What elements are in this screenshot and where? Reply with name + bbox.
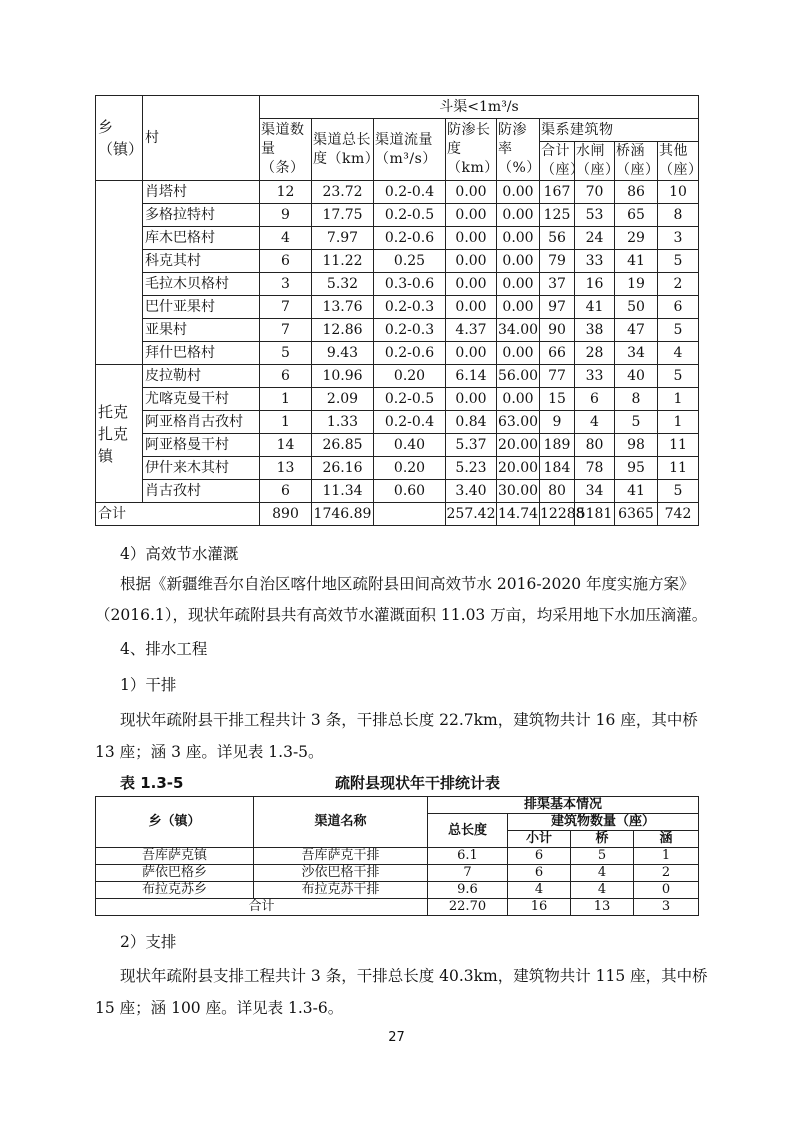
table-cell: 0.00 <box>497 227 540 250</box>
table-row <box>96 296 699 319</box>
total-cell: 742 <box>658 503 699 526</box>
table-row <box>96 434 699 457</box>
table-cell: 4 <box>571 882 634 899</box>
table-cell: 5 <box>260 342 312 365</box>
table-cell: 5.32 <box>312 273 374 296</box>
table-cell: 189 <box>540 434 575 457</box>
table-cell: 0.2-0.6 <box>374 227 446 250</box>
table-cell: 2 <box>634 865 699 882</box>
table-cell: 6.1 <box>428 848 508 865</box>
table-cell: 11.34 <box>312 480 374 503</box>
table-cell: 11.22 <box>312 250 374 273</box>
table-row <box>96 273 699 296</box>
table-row <box>96 480 699 503</box>
table-cell: 8 <box>658 204 699 227</box>
table-cell: 24 <box>575 227 615 250</box>
table-cell: 0.20 <box>374 365 446 388</box>
table-cell: 34 <box>575 480 615 503</box>
table-cell: 10.96 <box>312 365 374 388</box>
town-cell-blank <box>96 181 143 365</box>
village-name-cell: 多格拉特村 <box>143 204 260 227</box>
header-other: 其他（座） <box>658 142 699 181</box>
table-cell: 5.37 <box>446 434 497 457</box>
table-cell: 7 <box>260 296 312 319</box>
table-cell: 10 <box>658 181 699 204</box>
table-cell: 0.00 <box>497 250 540 273</box>
table-cell: 0.84 <box>446 411 497 434</box>
village-name-cell: 阿亚格肖古孜村 <box>143 411 260 434</box>
total-cell: 13 <box>571 899 634 916</box>
table-cell: 5 <box>615 411 658 434</box>
total-cell: 12288 <box>540 503 575 526</box>
table-cell: 38 <box>575 319 615 342</box>
total-cell: 6365 <box>615 503 658 526</box>
heading-efficient-irrigation: 4）高效节水灌溉 <box>120 545 239 563</box>
table-cell: 0.2-0.5 <box>374 204 446 227</box>
t2-header-basic: 排渠基本情况 <box>428 797 699 814</box>
table-cell: 吾库萨克镇 <box>96 848 254 865</box>
table-cell: 33 <box>575 250 615 273</box>
table-cell: 13 <box>260 457 312 480</box>
table-cell: 0.00 <box>446 204 497 227</box>
table-cell: 9.43 <box>312 342 374 365</box>
table-cell: 0.00 <box>446 181 497 204</box>
table-cell: 0.2-0.3 <box>374 319 446 342</box>
table-cell: 4 <box>260 227 312 250</box>
table-cell: 5 <box>658 250 699 273</box>
table-cell: 0.2-0.3 <box>374 296 446 319</box>
paragraph-main-drain-line2: 13 座；涵 3 座。详见表 1.3-5。 <box>95 743 324 761</box>
heading-branch-drain: 2）支排 <box>120 933 177 951</box>
total-cell: 22.70 <box>428 899 508 916</box>
table-cell: 0.2-0.6 <box>374 342 446 365</box>
table-cell: 19 <box>615 273 658 296</box>
total-row <box>96 899 699 916</box>
table-cell: 90 <box>540 319 575 342</box>
table-cell: 0.2-0.5 <box>374 388 446 411</box>
header-buildings: 渠系建筑物 <box>540 119 699 142</box>
header-flow: 渠道流量（m³/s） <box>374 119 446 181</box>
table-cell: 4 <box>575 411 615 434</box>
header-length: 渠道总长度（km） <box>312 119 374 181</box>
table-cell: 1 <box>658 388 699 411</box>
table-cell: 47 <box>615 319 658 342</box>
table-cell: 50 <box>615 296 658 319</box>
village-name-cell: 科克其村 <box>143 250 260 273</box>
total-cell: 1746.89 <box>312 503 374 526</box>
table-cell: 167 <box>540 181 575 204</box>
table-cell: 20.00 <box>497 457 540 480</box>
table-cell: 0 <box>634 882 699 899</box>
paragraph-branch-drain-line1: 现状年疏附县支排工程共计 3 条，干排总长度 40.3km，建筑物共计 115 座，其中桥 <box>120 967 708 985</box>
paragraph-irrigation-line1: 根据《新疆维吾尔自治区喀什地区疏附县田间高效节水 2016-2020 年度实施方案》 <box>120 575 695 593</box>
total-label: 合计 <box>96 899 428 916</box>
table-cell: 16 <box>575 273 615 296</box>
table-cell: 33 <box>575 365 615 388</box>
table-row <box>96 882 699 899</box>
table-row <box>96 181 699 204</box>
table-cell: 7.97 <box>312 227 374 250</box>
table-cell: 77 <box>540 365 575 388</box>
village-name-cell: 阿亚格曼干村 <box>143 434 260 457</box>
table-cell: 34 <box>615 342 658 365</box>
table-cell: 40 <box>615 365 658 388</box>
table-cell: 97 <box>540 296 575 319</box>
table-cell: 6.14 <box>446 365 497 388</box>
table-cell: 0.00 <box>446 250 497 273</box>
table-cell: 1 <box>658 411 699 434</box>
table-cell: 28 <box>575 342 615 365</box>
table-row <box>96 250 699 273</box>
table-cell: 0.00 <box>497 181 540 204</box>
t2-header-town: 乡（镇） <box>96 797 254 848</box>
table-cell: 0.40 <box>374 434 446 457</box>
t2-header-buildings: 建筑物数量（座） <box>508 814 699 831</box>
table-cell: 56.00 <box>497 365 540 388</box>
table-cell: 86 <box>615 181 658 204</box>
table-row <box>96 342 699 365</box>
table-cell: 0.3-0.6 <box>374 273 446 296</box>
canal-statistics-table <box>95 95 703 526</box>
table-row <box>96 227 699 250</box>
table-cell: 0.2-0.4 <box>374 181 446 204</box>
total-cell <box>374 503 446 526</box>
table-cell: 29 <box>615 227 658 250</box>
table-cell: 41 <box>615 480 658 503</box>
table-cell: 26.16 <box>312 457 374 480</box>
table-cell: 26.85 <box>312 434 374 457</box>
header-seepage-rate: 防渗率（%） <box>497 119 540 181</box>
total-cell: 16 <box>508 899 571 916</box>
t2-header-subtotal: 小计 <box>508 831 571 848</box>
table-cell: 6 <box>260 480 312 503</box>
table-cell: 65 <box>615 204 658 227</box>
paragraph-branch-drain-line2: 15 座；涵 100 座。详见表 1.3-6。 <box>95 999 344 1017</box>
table-cell: 11 <box>658 434 699 457</box>
table-cell: 41 <box>615 250 658 273</box>
table-cell: 20.00 <box>497 434 540 457</box>
table-cell: 4 <box>658 342 699 365</box>
table-row <box>96 848 699 865</box>
table-cell: 7 <box>428 865 508 882</box>
table-cell: 6 <box>260 365 312 388</box>
table-cell: 7 <box>260 319 312 342</box>
table-cell: 125 <box>540 204 575 227</box>
total-cell: 3 <box>634 899 699 916</box>
table-cell: 0.00 <box>497 273 540 296</box>
header-group: 斗渠<1m³/s <box>260 96 699 119</box>
table-cell: 30.00 <box>497 480 540 503</box>
table-cell: 0.00 <box>446 342 497 365</box>
t2-header-length: 总长度 <box>428 814 508 848</box>
table-cell: 吾库萨克干排 <box>254 848 428 865</box>
table-cell: 6 <box>260 250 312 273</box>
table-row <box>96 204 699 227</box>
table-cell: 9 <box>540 411 575 434</box>
table-cell: 1.33 <box>312 411 374 434</box>
table-cell: 3 <box>658 227 699 250</box>
table-row <box>96 388 699 411</box>
table-cell: 34.00 <box>497 319 540 342</box>
total-cell: 257.42 <box>446 503 497 526</box>
table-title: 疏附县现状年干排统计表 <box>335 774 501 792</box>
village-name-cell: 拜什巴格村 <box>143 342 260 365</box>
table-cell: 13.76 <box>312 296 374 319</box>
total-row <box>96 503 699 526</box>
village-name-cell: 亚果村 <box>143 319 260 342</box>
table-cell: 15 <box>540 388 575 411</box>
table-cell: 0.00 <box>497 342 540 365</box>
village-name-cell: 伊什来木其村 <box>143 457 260 480</box>
header-village: 村 <box>143 96 260 181</box>
table-row <box>96 457 699 480</box>
table-cell: 0.20 <box>374 457 446 480</box>
table-cell: 布拉克苏乡 <box>96 882 254 899</box>
table-cell: 6 <box>658 296 699 319</box>
table-cell: 80 <box>575 434 615 457</box>
table-cell: 4.37 <box>446 319 497 342</box>
table-cell: 8 <box>615 388 658 411</box>
table-cell: 1 <box>260 388 312 411</box>
table-cell: 184 <box>540 457 575 480</box>
table-cell: 78 <box>575 457 615 480</box>
table-cell: 1 <box>260 411 312 434</box>
table-cell: 2.09 <box>312 388 374 411</box>
table-cell: 79 <box>540 250 575 273</box>
table-cell: 3 <box>260 273 312 296</box>
table-cell: 37 <box>540 273 575 296</box>
village-name-cell: 库木巴格村 <box>143 227 260 250</box>
table-cell: 4 <box>508 882 571 899</box>
table-cell: 5.23 <box>446 457 497 480</box>
header-bridge: 桥涵（座） <box>615 142 658 181</box>
table-cell: 11 <box>658 457 699 480</box>
table-row <box>96 865 699 882</box>
table-row <box>96 319 699 342</box>
table-cell: 5 <box>658 319 699 342</box>
table-cell: 53 <box>575 204 615 227</box>
village-name-cell: 肖塔村 <box>143 181 260 204</box>
t2-header-channel: 渠道名称 <box>254 797 428 848</box>
village-name-cell: 皮拉勒村 <box>143 365 260 388</box>
t2-header-bridge: 桥 <box>571 831 634 848</box>
paragraph-irrigation-line2: （2016.1），现状年疏附县共有高效节水灌溉面积 11.03 万亩，均采用地下水加压滴灌。 <box>95 606 708 624</box>
village-name-cell: 尤喀克曼干村 <box>143 388 260 411</box>
table-cell: 5 <box>571 848 634 865</box>
table-cell: 6 <box>508 848 571 865</box>
table-cell: 4 <box>571 865 634 882</box>
table-cell: 5 <box>658 365 699 388</box>
table-cell: 12 <box>260 181 312 204</box>
table-cell: 萨依巴格乡 <box>96 865 254 882</box>
table-cell: 70 <box>575 181 615 204</box>
table-cell: 0.00 <box>497 204 540 227</box>
table-cell: 9 <box>260 204 312 227</box>
table-cell: 56 <box>540 227 575 250</box>
header-sluice: 水闸（座） <box>575 142 615 181</box>
table-cell: 9.6 <box>428 882 508 899</box>
table-cell: 0.00 <box>497 388 540 411</box>
table-cell: 0.00 <box>446 227 497 250</box>
header-count: 渠道数量（条） <box>260 119 312 181</box>
table-cell: 6 <box>575 388 615 411</box>
table-cell: 0.25 <box>374 250 446 273</box>
table-cell: 66 <box>540 342 575 365</box>
table-row <box>96 411 699 434</box>
table-cell: 6 <box>508 865 571 882</box>
village-name-cell: 毛拉木贝格村 <box>143 273 260 296</box>
table-cell: 0.00 <box>446 388 497 411</box>
header-total: 合计（座） <box>540 142 575 181</box>
village-name-cell: 肖古孜村 <box>143 480 260 503</box>
table-cell: 63.00 <box>497 411 540 434</box>
table-cell: 5 <box>658 480 699 503</box>
table-cell: 12.86 <box>312 319 374 342</box>
table-cell: 0.60 <box>374 480 446 503</box>
table-cell: 95 <box>615 457 658 480</box>
table-cell: 2 <box>658 273 699 296</box>
table-cell: 布拉克苏干排 <box>254 882 428 899</box>
heading-main-drain: 1）干排 <box>120 676 177 694</box>
table-cell: 0.00 <box>446 273 497 296</box>
table-cell: 80 <box>540 480 575 503</box>
table-cell: 1 <box>634 848 699 865</box>
table-row <box>96 365 699 388</box>
table-cell: 14 <box>260 434 312 457</box>
total-cell: 890 <box>260 503 312 526</box>
total-label: 合计 <box>96 503 260 526</box>
table-cell: 17.75 <box>312 204 374 227</box>
total-cell: 5181 <box>575 503 615 526</box>
table-cell: 3.40 <box>446 480 497 503</box>
table-cell: 23.72 <box>312 181 374 204</box>
main-drain-table <box>95 796 699 916</box>
table-number: 表 1.3-5 <box>120 774 184 792</box>
heading-drainage: 4、排水工程 <box>120 640 208 658</box>
table-cell: 0.00 <box>446 296 497 319</box>
town-cell: 托克扎克镇 <box>96 365 143 503</box>
paragraph-main-drain-line1: 现状年疏附县干排工程共计 3 条，干排总长度 22.7km，建筑物共计 16 座，其中桥 <box>120 711 698 729</box>
total-cell: 14.74 <box>497 503 540 526</box>
table-cell: 沙依巴格干排 <box>254 865 428 882</box>
table-cell: 0.2-0.4 <box>374 411 446 434</box>
header-seepage-length: 防渗长度（km） <box>446 119 497 181</box>
header-town: 乡（镇） <box>96 96 143 181</box>
village-name-cell: 巴什亚果村 <box>143 296 260 319</box>
t2-header-culvert: 涵 <box>634 831 699 848</box>
table-cell: 98 <box>615 434 658 457</box>
table-cell: 0.00 <box>497 296 540 319</box>
page-number: 27 <box>388 1030 405 1045</box>
table-cell: 41 <box>575 296 615 319</box>
